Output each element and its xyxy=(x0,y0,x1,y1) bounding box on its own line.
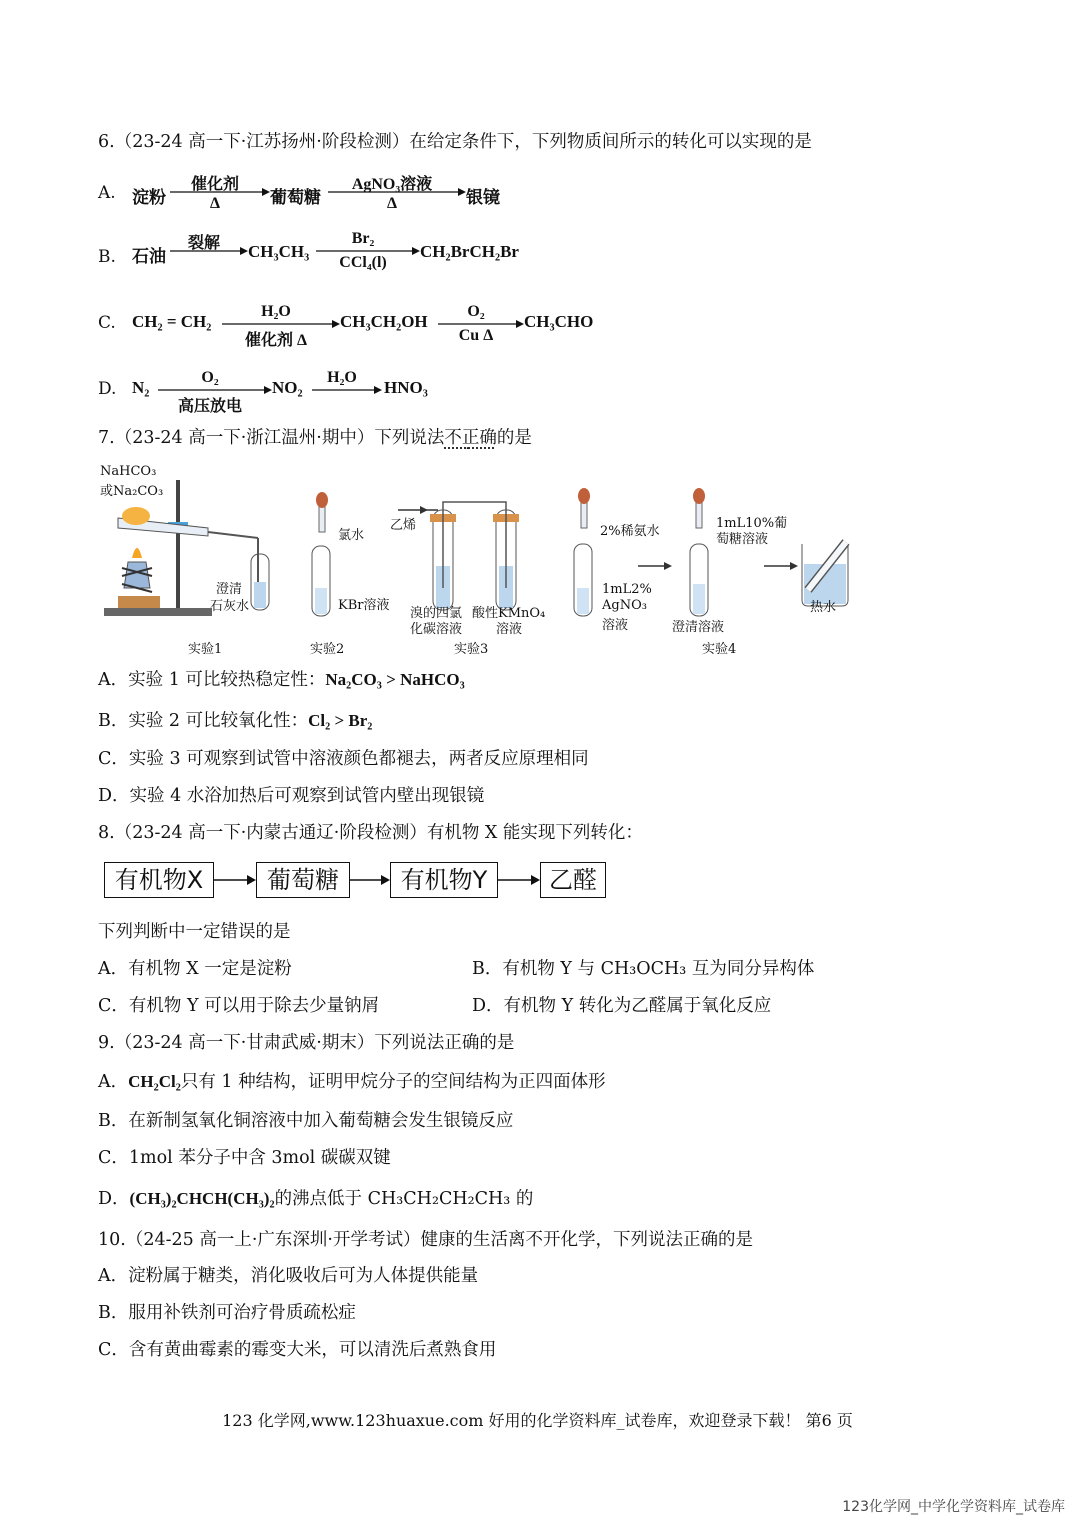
emphasis-word: 不正确 xyxy=(444,428,497,448)
figure-label: 酸性KMnO₄ xyxy=(472,606,546,621)
flow-arrow-icon xyxy=(350,874,390,886)
q9-option-a xyxy=(98,1071,606,1093)
option-text: B．实验 2 可比较氧化性： xyxy=(98,711,309,731)
flow-arrow-icon xyxy=(214,874,256,886)
experiment-figure xyxy=(98,458,868,658)
figure-label: 萄糖溶液 xyxy=(716,532,769,547)
q9-option-b: B．在新制氢氧化铜溶液中加入葡萄糖会发生银镜反应 xyxy=(98,1111,514,1131)
arrow-condition-top: Br₂ xyxy=(351,230,375,247)
flow-arrow-icon xyxy=(498,874,540,886)
figure-label: 石灰水 xyxy=(210,599,250,614)
emphasis-text xyxy=(444,428,497,448)
arrow-condition-top: 裂解 xyxy=(187,235,220,252)
reaction-arrow xyxy=(316,230,420,274)
chem-formula: Na₂CO₃ > NaHCO₃ xyxy=(325,670,465,689)
figure-label: NaHCO₃ xyxy=(100,464,157,479)
figure-label: 澄清溶液 xyxy=(672,620,725,635)
species: CH₃CHO xyxy=(524,312,594,331)
figure-label: 澄清 xyxy=(216,582,243,597)
arrow-condition-bottom: Δ xyxy=(209,195,221,212)
figure-label: 2%稀氨水 xyxy=(600,524,660,539)
q7-stem xyxy=(98,427,532,449)
q10-option-c: C．含有黄曲霉素的霉变大米，可以清洗后煮熟食用 xyxy=(98,1340,497,1360)
q7-option-d: D．实验 4 水浴加热后可观察到试管内壁出现银镜 xyxy=(98,786,485,806)
species: HNO₃ xyxy=(384,378,428,397)
species: CH₂BrCH₂Br xyxy=(420,242,519,261)
figure-label: 溶液 xyxy=(496,622,523,637)
option-letter: B. xyxy=(98,247,116,267)
q8-option-b: B．有机物 Y 与 CH₃OCH₃ 互为同分异构体 xyxy=(472,959,815,979)
q7-option-c: C．实验 3 可观察到试管中溶液颜色都褪去，两者反应原理相同 xyxy=(98,749,589,769)
arrow-condition-top: AgNO₃溶液 xyxy=(351,176,433,193)
flow-box: 乙醛 xyxy=(540,862,606,898)
q10-stem: 10.（24-25 高一上·广东深圳·开学考试）健康的生活离不开化学，下列说法正确的是 xyxy=(98,1230,753,1250)
arrow-condition-bottom: CCl₄(l) xyxy=(339,254,387,271)
q8-option-c: C．有机物 Y 可以用于除去少量钠屑 xyxy=(98,996,380,1016)
figure-caption: 实验4 xyxy=(702,642,737,657)
option-letter: D． xyxy=(98,1189,130,1209)
q8-stem: 8.（23-24 高一下·内蒙古通辽·阶段检测）有机物 X 能实现下列转化： xyxy=(98,823,643,843)
reaction-arrow xyxy=(170,171,270,215)
watermark-text: 123化学网_中学化学资料库_试卷库 xyxy=(842,1499,1065,1515)
species: 银镜 xyxy=(466,188,500,207)
arrow-condition-bottom: Cu Δ xyxy=(458,327,494,344)
species: 淀粉 xyxy=(132,188,166,207)
option-text: A．实验 1 可比较热稳定性： xyxy=(98,670,326,690)
figure-label: AgNO₃ xyxy=(602,598,647,613)
species: CH₃CH₂OH xyxy=(340,312,428,331)
q8-option-a: A．有机物 X 一定是淀粉 xyxy=(98,959,292,979)
figure-label: 溴的四氯 xyxy=(410,606,463,621)
q8-subprompt: 下列判断中一定错误的是 xyxy=(98,922,291,942)
option-text: 的沸点低于 CH₃CH₂CH₂CH₃ 的 xyxy=(274,1189,534,1209)
arrow-condition-top: H₂O xyxy=(261,303,291,320)
reaction-arrow xyxy=(438,303,524,347)
figure-label: 乙烯 xyxy=(390,518,417,533)
figure-label: 或Na₂CO₃ xyxy=(100,484,164,499)
q10-option-a: A．淀粉属于糖类，消化吸收后可为人体提供能量 xyxy=(98,1266,479,1286)
arrow-condition-top: H₂O xyxy=(327,369,357,386)
chem-formula: CH₂Cl₂ xyxy=(128,1072,181,1091)
figure-label: 溶液 xyxy=(602,618,629,633)
q9-stem: 9.（23-24 高一下·甘肃武威·期末）下列说法正确的是 xyxy=(98,1033,515,1053)
option-letter: A． xyxy=(98,1072,129,1092)
figure-caption: 实验1 xyxy=(188,642,223,657)
chem-formula: (CH₃)₂CHCH(CH₃)₂ xyxy=(129,1189,275,1208)
reaction-arrow xyxy=(158,369,272,413)
arrow-condition-top: O₂ xyxy=(201,369,219,386)
q9-option-d xyxy=(98,1188,533,1210)
species: 石油 xyxy=(132,247,166,266)
figure-caption: 实验2 xyxy=(310,642,345,657)
flow-box: 有机物X xyxy=(104,862,214,898)
figure-label: 化碳溶液 xyxy=(410,622,463,637)
option-text: 只有 1 种结构，证明甲烷分子的空间结构为正四面体形 xyxy=(180,1072,606,1092)
arrow-condition-top: O₂ xyxy=(467,303,485,320)
arrow-condition-bottom: 高压放电 xyxy=(177,398,242,415)
chem-formula: Cl₂ > Br₂ xyxy=(308,711,373,730)
option-letter: A. xyxy=(98,183,116,203)
apparatus-drawing xyxy=(98,458,868,658)
q10-option-b: B．服用补铁剂可治疗骨质疏松症 xyxy=(98,1303,356,1323)
arrow-condition-top: 催化剂 xyxy=(190,176,239,193)
reaction-arrow xyxy=(222,303,340,347)
q9-option-c: C．1mol 苯分子中含 3mol 碳碳双键 xyxy=(98,1148,391,1168)
figure-label: 1mL2% xyxy=(602,582,652,597)
page-footer: 123 化学网,www.123huaxue.com 好用的化学资料库_试卷库，欢迎登录下载！ 第6 页 xyxy=(222,1411,853,1430)
figure-caption: 实验3 xyxy=(454,642,489,657)
figure-label: 氯水 xyxy=(338,528,365,543)
arrow-condition-bottom: Δ xyxy=(386,195,398,212)
flow-box: 葡萄糖 xyxy=(256,862,350,898)
q7-option-b xyxy=(98,710,372,732)
q6-stem: 6.（23-24 高一下·江苏扬州·阶段检测）在给定条件下，下列物质间所示的转化可以实现的是 xyxy=(98,132,812,152)
reaction-arrow xyxy=(328,171,466,215)
figure-label: 热水 xyxy=(810,600,837,615)
option-letter: D. xyxy=(98,379,117,399)
species: N₂ xyxy=(132,378,150,397)
stem-text: 7.（23-24 高一下·浙江温州·期中）下列说法 xyxy=(98,428,445,448)
reaction-arrow xyxy=(170,230,248,274)
flow-box: 有机物Y xyxy=(390,862,498,898)
species: 葡萄糖 xyxy=(270,188,321,207)
arrow-condition-bottom: 催化剂 Δ xyxy=(244,332,308,349)
figure-label: 1mL10%葡 xyxy=(716,516,788,531)
species: NO₂ xyxy=(272,378,303,397)
figure-label: KBr溶液 xyxy=(338,598,390,613)
species: CH₂ = CH₂ xyxy=(132,312,212,331)
q8-option-d: D．有机物 Y 转化为乙醛属于氧化反应 xyxy=(472,996,772,1016)
species: CH₃CH₃ xyxy=(248,242,310,261)
reaction-arrow xyxy=(312,369,382,413)
stem-text: 的是 xyxy=(496,428,532,448)
q7-option-a xyxy=(98,669,465,691)
option-letter: C. xyxy=(98,313,116,333)
